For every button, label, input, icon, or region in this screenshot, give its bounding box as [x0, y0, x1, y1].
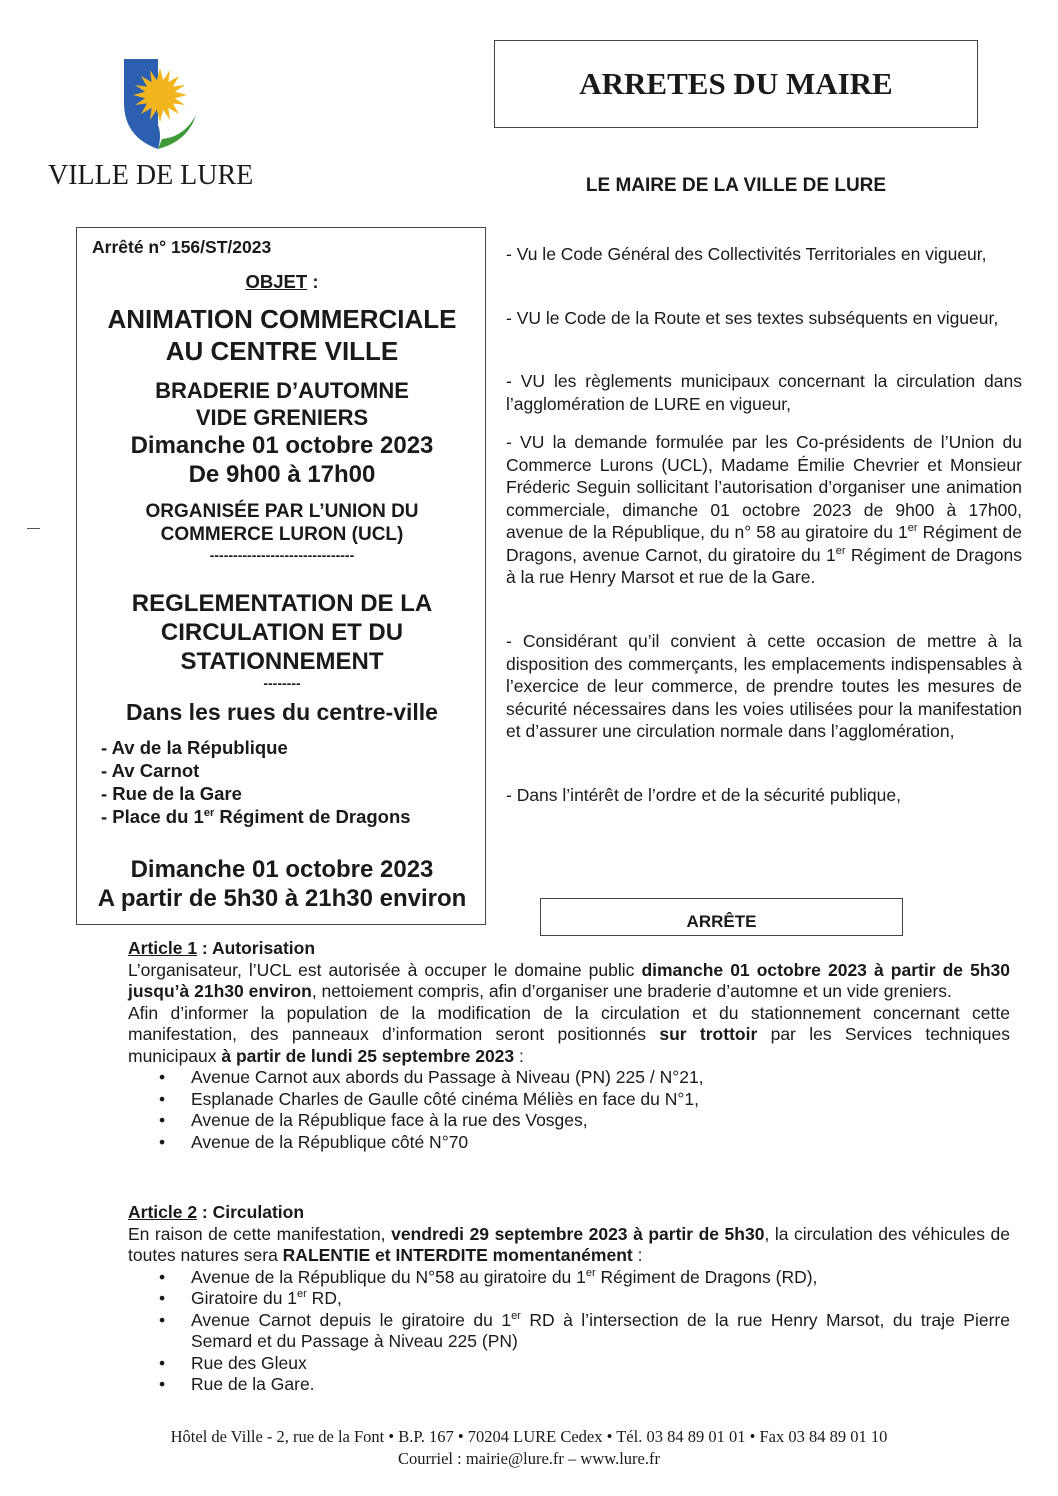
text: L’organisateur, l’UCL est autorisée à occuper le domaine public — [128, 959, 642, 980]
town-name: VILLE DE LURE — [48, 160, 254, 191]
street-item — [101, 806, 411, 828]
list-item — [128, 1288, 1010, 1310]
superscript: er — [585, 1266, 596, 1279]
article-2-paragraph — [128, 1224, 1010, 1267]
superscript: er — [203, 806, 215, 819]
heading-line-2: AU CENTRE VILLE — [165, 336, 399, 366]
street-item: - Rue de la Gare — [101, 783, 242, 804]
vu-paragraph: - Dans l’intérêt de l’ordre et de la sécurité publique, — [506, 785, 901, 805]
article-label: Article 1 — [128, 938, 198, 958]
streets-heading: Dans les rues du centre-ville — [126, 699, 438, 725]
sub-line-1: BRADERIE D’AUTOMNE — [155, 378, 409, 403]
sub-line-2: VIDE GRENIERS — [195, 405, 369, 430]
text: Avenue Carnot depuis le giratoire du 1 — [191, 1309, 512, 1330]
vu-text: - VU la demande formulée par les Co-présidents de l’Union du Commerce Lurons (UCL), Madame Émilie Chevrier et Monsieur Fréderic Seguin sollicitant l’autorisation d’organiser une animation commerciale, dimanche 01 octobre 2023 de 9h00 à 17h00, avenue de la République, du n° 58 au giratoire du 1 — [506, 432, 1022, 542]
objet-colon: : — [307, 271, 319, 292]
separator: -------- — [263, 675, 301, 691]
event-date: Dimanche 01 octobre 2023 — [130, 432, 434, 459]
vu-paragraph: - VU le Code de la Route et ses textes subséquents en vigueur, — [506, 308, 999, 328]
text: Régiment de Dragons (RD), — [595, 1266, 818, 1287]
regulation-line-1: REGLEMENTATION DE LA — [131, 590, 433, 617]
arrete-number: Arrêté n° 156/ST/2023 — [92, 237, 272, 257]
regulation-line-3: STATIONNEMENT — [180, 648, 384, 675]
list-item: • Esplanade Charles de Gaulle côté cinéma Méliès en face du N°1, — [128, 1089, 1010, 1111]
closure-date: Dimanche 01 octobre 2023 — [130, 856, 434, 883]
list-item — [128, 1267, 1010, 1289]
vu-text: Régiment de Dragons à la rue Henry Marsot et rue de la Gare. — [506, 544, 1022, 587]
article-label: Article 2 — [128, 1202, 198, 1222]
sun-icon — [133, 68, 187, 122]
street-item: - Av de la République — [101, 737, 288, 758]
arrete-box — [540, 898, 903, 936]
regulation-line-2: CIRCULATION ET DU — [160, 619, 404, 646]
article-1-paragraph-2 — [128, 1003, 1010, 1068]
list-item: • Rue des Gleux — [128, 1353, 1010, 1375]
info-box — [76, 227, 486, 925]
title-box — [494, 40, 978, 128]
leaf-icon — [158, 115, 196, 149]
street-item: - Av Carnot — [101, 760, 200, 781]
mayor-line: LE MAIRE DE LA VILLE DE LURE — [585, 175, 887, 196]
article-2-title — [128, 1202, 1010, 1224]
text: Giratoire du 1 — [191, 1288, 298, 1308]
closure-hours: A partir de 5h30 à 21h30 environ — [97, 885, 467, 912]
street-text: - Place du 1 — [101, 806, 204, 827]
event-hours: De 9h00 à 17h00 — [188, 461, 376, 488]
signage-list — [128, 1067, 1010, 1153]
vu-paragraph — [506, 431, 1022, 589]
text: RD, — [306, 1288, 342, 1308]
organiser-line-1: ORGANISÉE PAR L’UNION DU — [145, 501, 419, 522]
page-title: ARRETES DU MAIRE — [579, 66, 893, 101]
text: En raison de cette manifestation, — [128, 1223, 392, 1244]
text: : — [514, 1045, 524, 1066]
article-heading: : Autorisation — [197, 938, 316, 958]
bold-text: sur trottoir — [659, 1024, 758, 1044]
article-1-title — [128, 938, 1010, 960]
text: RD à l’intersection de la rue Henry Marsot, du traje Pierre Semard et du Passage à Niveau 225 (PN) — [191, 1309, 1010, 1351]
text: : — [632, 1245, 643, 1265]
heading-line-1: ANIMATION COMMERCIALE — [107, 304, 457, 334]
bold-text: dimanche 01 octobre 2023 à partir de 5h30 jusqu’à 21h30 environ — [128, 959, 1010, 1001]
list-item: • Avenue Carnot aux abords du Passage à Niveau (PN) 225 / N°21, — [128, 1067, 1010, 1089]
list-item: • Avenue de la République face à la rue des Vosges, — [128, 1110, 1010, 1132]
superscript: er — [907, 522, 918, 535]
text: par les Services techniques municipaux — [128, 1024, 1010, 1066]
article-1 — [128, 938, 1010, 1153]
closure-list — [128, 1267, 1010, 1396]
street-text: Régiment de Dragons — [214, 806, 411, 827]
text: Afin d’informer la population de la modification de la circulation et du stationnement concernant cette manifestation, des panneaux d’information seront positionnés — [128, 1002, 1010, 1044]
superscript: er — [511, 1309, 521, 1322]
list-item: • Avenue de la République côté N°70 — [128, 1132, 1010, 1154]
organiser-line-2: COMMERCE LURON (UCL) — [160, 524, 404, 545]
article-1-paragraph-1 — [128, 960, 1010, 1003]
vu-text: Régiment de Dragons, avenue Carnot, du giratoire du 1 — [506, 522, 1022, 565]
list-item: • Rue de la Gare. — [128, 1374, 1010, 1396]
vu-paragraph: - Vu le Code Général des Collectivités Territoriales en vigueur, — [506, 244, 987, 264]
article-heading: : Circulation — [197, 1202, 305, 1222]
vu-paragraph: - VU les règlements municipaux concernant la circulation dans l’agglomération de LURE en vigueur, — [506, 371, 1022, 414]
arrete-label: ARRÊTE — [686, 912, 757, 931]
footer-contact: Courriel : mairie@lure.fr – www.lure.fr — [398, 1449, 660, 1468]
margin-mark — [27, 528, 40, 529]
footer-address: Hôtel de Ville - 2, rue de la Font • B.P. 167 • 70204 LURE Cedex • Tél. 03 84 89 01 01 • Fax 03 84 89 01 10 — [170, 1427, 888, 1446]
bold-text: à partir de lundi 25 septembre 2023 — [221, 1045, 515, 1066]
bold-text: vendredi 29 septembre 2023 à partir de 5h30 — [391, 1223, 765, 1244]
town-logo — [118, 55, 200, 155]
superscript: er — [835, 544, 846, 557]
article-2 — [128, 1202, 1010, 1396]
bold-text: RALENTIE et INTERDITE momentanément — [282, 1245, 633, 1265]
objet-label — [77, 271, 487, 293]
superscript: er — [297, 1288, 307, 1301]
objet-label-text: OBJET — [245, 271, 308, 292]
vu-paragraph: - Considérant qu’il convient à cette occasion de mettre à la disposition des commerçants, les emplacements indispensables à l’exercice de leur commerce, de prendre toutes les mesures de sécurité nécessaires dans les voies utilisées pour la manifestation et d’assurer une circulation normale dans l’agglomération, — [506, 631, 1022, 741]
text: Avenue de la République du N°58 au giratoire du 1 — [191, 1266, 586, 1287]
list-item — [128, 1310, 1010, 1353]
text: , nettoiement compris, afin d’organiser une braderie d’automne et un vide greniers. — [311, 981, 952, 1001]
text: , la circulation des véhicules de toutes natures sera — [128, 1223, 1011, 1265]
separator: ------------------------------- — [209, 547, 355, 563]
